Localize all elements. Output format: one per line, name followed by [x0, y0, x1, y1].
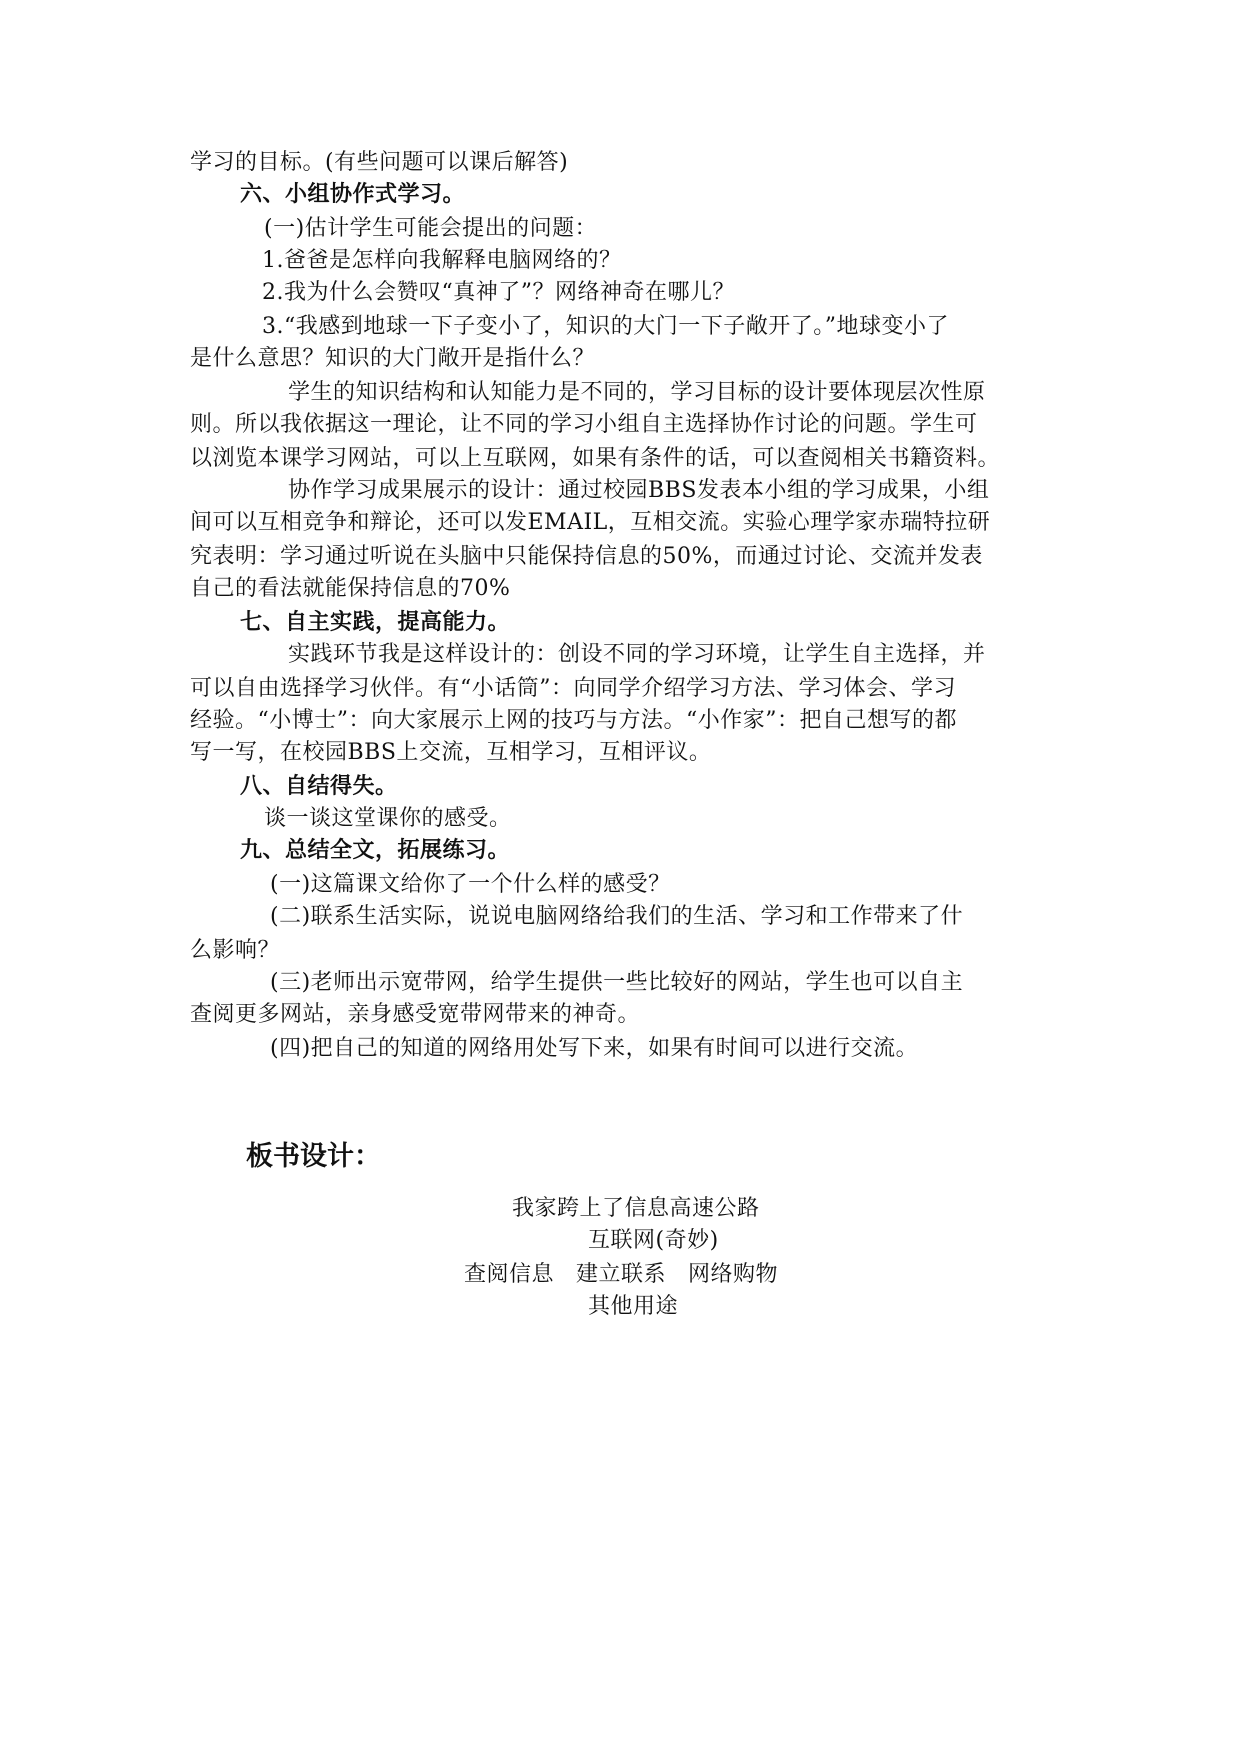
section-heading-6: 六、小组协作式学习。	[240, 182, 466, 207]
paragraph-line: 写一写，在校园BBS上交流，互相学习，互相评议。	[190, 740, 712, 765]
paragraph-line: (一)这篇课文给你了一个什么样的感受？	[270, 872, 671, 897]
board-branches	[464, 1260, 778, 1290]
board-design-title: 板书设计：	[246, 1141, 381, 1172]
paragraph-line: 经验。“小博士”：向大家展示上网的技巧与方法。“小作家”：把自己想写的都	[190, 708, 957, 733]
paragraph-line: 究表明：学习通过听说在头脑中只能保持信息的50%，而通过讨论、交流并发表	[190, 544, 983, 569]
paragraph-line: (一)估计学生可能会提出的问题：	[264, 216, 598, 241]
paragraph-line: 实践环节我是这样设计的：创设不同的学习环境，让学生自主选择，并	[288, 642, 986, 667]
paragraph-line: 谈一谈这堂课你的感受。	[264, 806, 512, 831]
paragraph-line: (三)老师出示宽带网，给学生提供一些比较好的网站，学生也可以自主	[270, 970, 964, 995]
paragraph-line: 以浏览本课学习网站，可以上互联网，如果有条件的话，可以查阅相关书籍资料。	[190, 446, 1001, 471]
board-bottom-node: 其他用途	[588, 1294, 679, 1319]
board-center-node: 互联网(奇妙)	[588, 1228, 719, 1253]
paragraph-line: 么影响？	[190, 938, 281, 963]
board-branch-3: 网络购物	[688, 1262, 779, 1287]
paragraph-line: (四)把自己的知道的网络用处写下来，如果有时间可以进行交流。	[270, 1036, 919, 1061]
paragraph-line: (二)联系生活实际，说说电脑网络给我们的生活、学习和工作带来了什	[270, 904, 964, 929]
board-branch-2: 建立联系	[576, 1262, 667, 1287]
paragraph-line: 则。所以我依据这一理论，让不同的学习小组自主选择协作讨论的问题。学生可	[190, 412, 978, 437]
section-heading-7: 七、自主实践，提高能力。	[240, 610, 511, 635]
question-item-1: 1.爸爸是怎样向我解释电脑网络的？	[262, 248, 622, 273]
section-heading-8: 八、自结得失。	[240, 774, 398, 799]
question-item-3: 3.“我感到地球一下子变小了，知识的大门一下子敞开了。”地球变小了	[262, 314, 949, 339]
board-main-title: 我家跨上了信息高速公路	[512, 1196, 760, 1221]
paragraph-line: 学习的目标。(有些问题可以课后解答)	[190, 150, 569, 175]
board-branch-1: 查阅信息	[464, 1262, 555, 1287]
paragraph-line: 自己的看法就能保持信息的70%	[190, 576, 511, 601]
question-item-2: 2.我为什么会赞叹“真神了”？网络神奇在哪儿？	[262, 280, 735, 305]
paragraph-line: 学生的知识结构和认知能力是不同的，学习目标的设计要体现层次性原	[288, 380, 986, 405]
paragraph-line: 可以自由选择学习伙伴。有“小话筒”：向同学介绍学习方法、学习体会、学习	[190, 676, 956, 701]
paragraph-line: 间可以互相竞争和辩论，还可以发EMAIL，互相交流。实验心理学家赤瑞特拉研	[190, 510, 991, 535]
paragraph-line: 查阅更多网站，亲身感受宽带网带来的神奇。	[190, 1002, 641, 1027]
section-heading-9: 九、总结全文，拓展练习。	[240, 838, 511, 863]
paragraph-line: 是什么意思？知识的大门敞开是指什么？	[190, 346, 596, 371]
paragraph-line: 协作学习成果展示的设计：通过校园BBS发表本小组的学习成果，小组	[288, 478, 990, 503]
